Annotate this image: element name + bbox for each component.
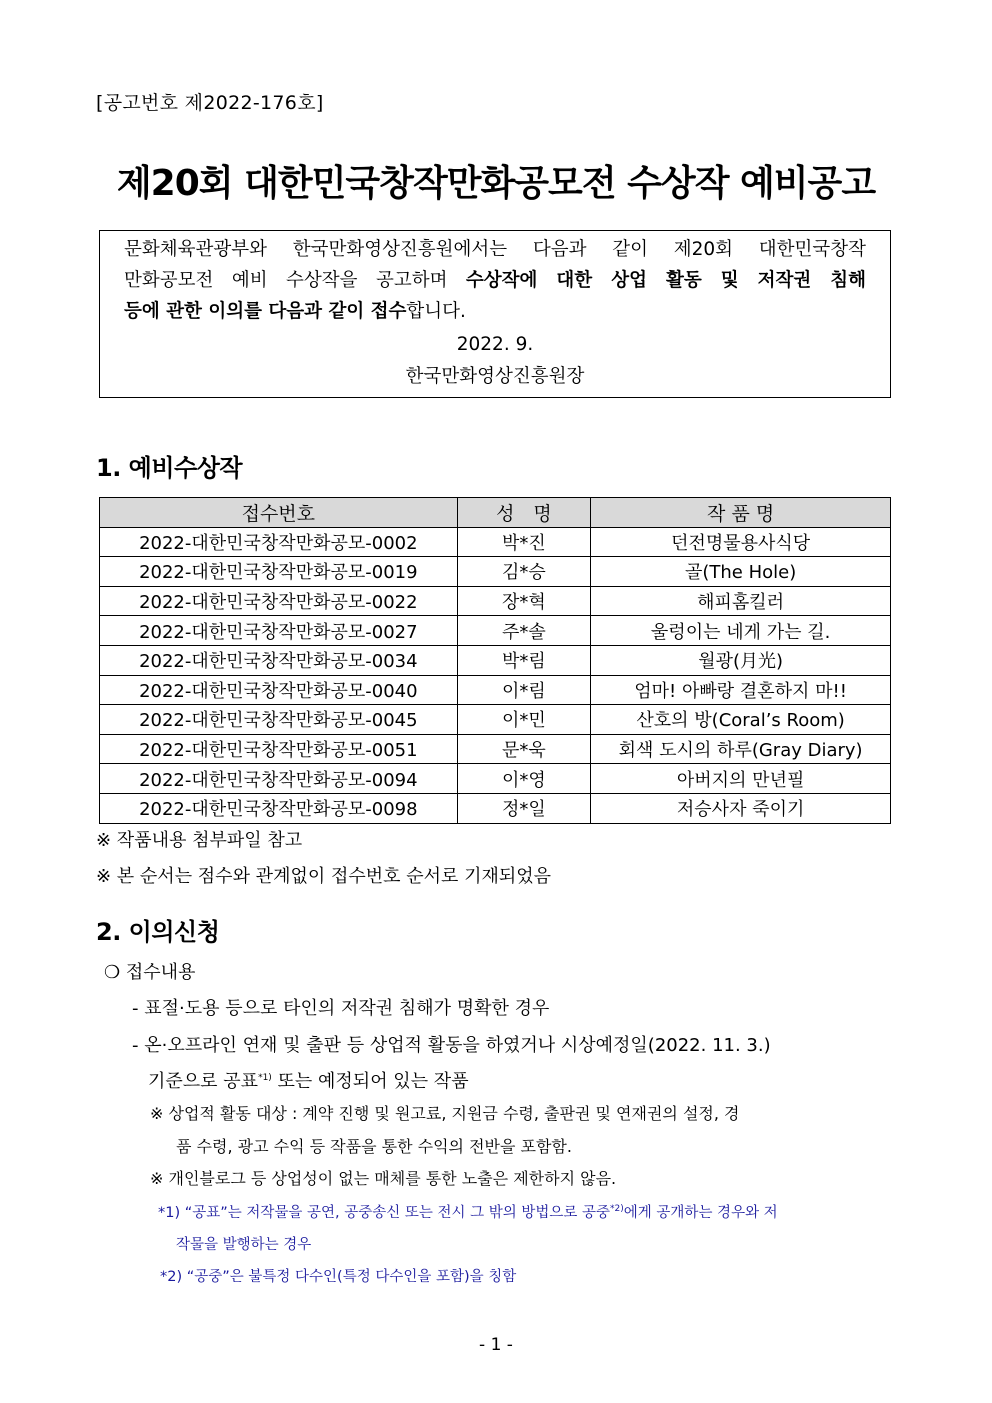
name-cell: 주*솔	[457, 616, 591, 646]
intro-line-2-plain: 만화공모전 예비 수상작을 공고하며	[124, 270, 466, 291]
dash-2-cont-text-a: 기준으로 공표	[148, 1071, 259, 1092]
column-header-name: 성 명	[457, 498, 591, 528]
table-row	[100, 616, 891, 646]
reception-number-cell: 2022-대한민국창작만화공모-0045	[100, 705, 458, 735]
award-table	[99, 497, 891, 824]
reception-number-cell: 2022-대한민국창작만화공모-0040	[100, 675, 458, 705]
objection-dash-1: - 표절·도용 등으로 타인의 저작권 침해가 명확한 경우	[132, 998, 550, 1019]
reception-number-cell: 2022-대한민국창작만화공모-0051	[100, 734, 458, 764]
table-note-2: ※ 본 순서는 점수와 관계없이 접수번호 순서로 기재되었음	[96, 866, 552, 887]
table-row	[100, 764, 891, 794]
table-row	[100, 586, 891, 616]
reception-number-cell: 2022-대한민국창작만화공모-0002	[100, 527, 458, 557]
objection-item-title: ❍ 접수내용	[104, 962, 196, 983]
work-title-cell: 산호의 방(Coral’s Room)	[591, 705, 891, 735]
footnote-1-continued: 작물을 발행하는 경우	[176, 1237, 312, 1253]
footnote-mark-2: *2)	[610, 1204, 624, 1215]
section-1-heading: 1. 예비수상작	[96, 454, 243, 482]
table-row	[100, 734, 891, 764]
name-cell: 김*승	[457, 557, 591, 587]
name-cell: 이*영	[457, 764, 591, 794]
table-row	[100, 527, 891, 557]
work-title-cell: 엄마! 아빠랑 결혼하지 마!!	[591, 675, 891, 705]
footnote-1-text-a: *1) “공표”는 저작물을 공연, 공중송신 또는 전시 그 밖의 방법으로 공중	[158, 1205, 611, 1221]
reception-number-cell: 2022-대한민국창작만화공모-0019	[100, 557, 458, 587]
reception-number-cell: 2022-대한민국창작만화공모-0098	[100, 793, 458, 823]
footnote-1-text-b: 에게 공개하는 경우와 저	[623, 1205, 778, 1221]
work-title-cell: 회색 도시의 하루(Gray Diary)	[591, 734, 891, 764]
section-2-heading: 2. 이의신청	[96, 918, 220, 946]
name-cell: 문*욱	[457, 734, 591, 764]
column-header-work-title: 작 품 명	[591, 498, 891, 528]
reception-number-cell: 2022-대한민국창작만화공모-0094	[100, 764, 458, 794]
intro-line-2-bold: 수상작에 대한 상업 활동 및 저작권 침해	[465, 270, 866, 291]
intro-line-1: 문화체육관광부와 한국만화영상진흥원에서는 다음과 같이 제20회 대한민국창작	[124, 239, 866, 260]
objection-dash-2: - 온·오프라인 연재 및 출판 등 상업적 활동을 하였거나 시상예정일(2022. 11. 3.)	[132, 1035, 771, 1056]
intro-box	[99, 230, 891, 398]
name-cell: 장*혁	[457, 586, 591, 616]
intro-line-3-bold: 등에 관한 이의를 다음과 같이 접수	[124, 301, 407, 322]
work-title-cell: 해피홈킬러	[591, 586, 891, 616]
name-cell: 이*민	[457, 705, 591, 735]
reception-number-cell: 2022-대한민국창작만화공모-0027	[100, 616, 458, 646]
table-row	[100, 705, 891, 735]
work-title-cell: 월광(月光)	[591, 645, 891, 675]
intro-signature: 한국만화영상진흥원장	[405, 366, 585, 387]
page-number: - 1 -	[479, 1335, 513, 1355]
work-title-cell: 던전명물용사식당	[591, 527, 891, 557]
work-title-cell: 아버지의 만년필	[591, 764, 891, 794]
notice-number: [공고번호 제2022-176호]	[96, 92, 324, 114]
dash-2-cont-text-b: 또는 예정되어 있는 작품	[271, 1071, 469, 1092]
reference-note-1-continued: 품 수령, 광고 수익 등 작품을 통한 수익의 전반을 포함함.	[176, 1137, 572, 1156]
name-cell: 박*진	[457, 527, 591, 557]
objection-dash-2-continued	[148, 1067, 469, 1093]
work-title-cell: 골(The Hole)	[591, 557, 891, 587]
reference-note-2: ※ 개인블로그 등 상업성이 없는 매체를 통한 노출은 제한하지 않음.	[150, 1169, 617, 1188]
table-note-1: ※ 작품내용 첨부파일 참고	[96, 830, 303, 851]
intro-line-2	[124, 268, 866, 294]
name-cell: 이*림	[457, 675, 591, 705]
reference-note-1: ※ 상업적 활동 대상 : 계약 진행 및 원고료, 지원금 수령, 출판권 및 연재권의 설정, 경	[150, 1104, 740, 1123]
name-cell: 박*림	[457, 645, 591, 675]
table-header-row	[100, 498, 891, 528]
reception-number-cell: 2022-대한민국창작만화공모-0034	[100, 645, 458, 675]
table-row	[100, 645, 891, 675]
intro-line-3	[124, 299, 866, 325]
table-row	[100, 557, 891, 587]
intro-line-3-plain: 합니다.	[406, 301, 466, 322]
intro-date: 2022. 9.	[456, 334, 534, 355]
work-title-cell: 저승사자 죽이기	[591, 793, 891, 823]
footnote-2: *2) “공중”은 불특정 다수인(특정 다수인을 포함)을 칭함	[160, 1269, 517, 1285]
name-cell: 정*일	[457, 793, 591, 823]
footnote-mark-1: *1)	[258, 1073, 272, 1083]
footnote-1	[158, 1201, 778, 1222]
table-row	[100, 793, 891, 823]
document-title: 제20회 대한민국창작만화공모전 수상작 예비공고	[116, 163, 876, 204]
table-row	[100, 675, 891, 705]
column-header-reception-number: 접수번호	[100, 498, 458, 528]
work-title-cell: 울렁이는 네게 가는 길.	[591, 616, 891, 646]
reception-number-cell: 2022-대한민국창작만화공모-0022	[100, 586, 458, 616]
